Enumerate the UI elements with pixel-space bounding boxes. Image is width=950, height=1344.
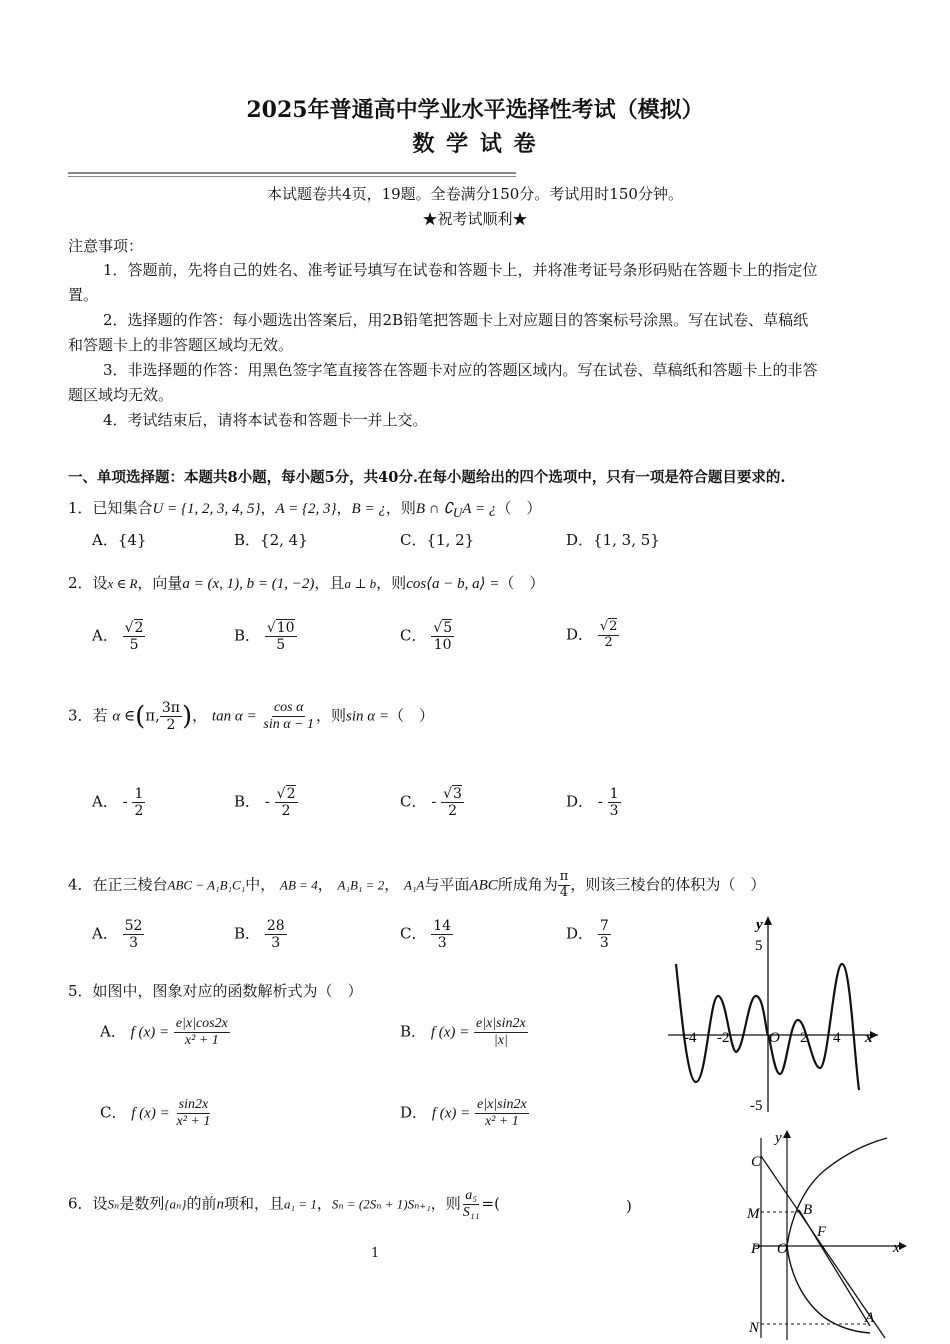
- q4-option-d: [566, 918, 611, 951]
- q4-comma-2: ，: [384, 875, 400, 894]
- fig-label-c: C: [751, 1154, 762, 1170]
- q4-c-label: C．: [400, 924, 427, 943]
- q2-d-num: 2: [609, 619, 618, 634]
- fig-label-n: N: [749, 1320, 760, 1336]
- q1-set-u: U = {1, 2, 3, 4, 5}: [152, 501, 261, 517]
- q2-b-num: 10: [276, 620, 295, 636]
- q6-stem-2: 是数列: [119, 1194, 165, 1213]
- q2-tail: （ ）: [499, 574, 545, 592]
- q4-b-den: 3: [271, 935, 281, 952]
- q3-a-label: A．: [92, 792, 118, 811]
- q5-option-a: [100, 1016, 230, 1049]
- divider-top: [68, 172, 516, 174]
- q5-a-fx: f (x) =: [130, 1024, 170, 1041]
- q6-n: n: [216, 1196, 225, 1213]
- q4-c-den: 3: [437, 935, 447, 952]
- q5-option-b: [400, 1016, 528, 1049]
- q3-c-minus: -: [431, 792, 437, 811]
- q4-comma-1: ，: [317, 875, 333, 894]
- q4-c-num: 14: [433, 918, 452, 934]
- q5-a-den: x² + 1: [184, 1033, 219, 1049]
- q6-an: {aₙ}: [164, 1196, 187, 1212]
- graph-tick-2: 2: [800, 1030, 808, 1046]
- q2-stem-3: ，且: [314, 574, 345, 592]
- fig-label-m: M: [747, 1206, 760, 1222]
- question-3: 3．若 α ∈(π, $\frac{3\pi}{2}$ )， tan α = $\frac{\text{cos α}}{\text{sin α − 1}}$ ，则sin α =（ ）: [68, 700, 435, 734]
- q4-text-4: ，则该三棱台的体积为（ ）: [570, 875, 766, 894]
- q1-tail: （ ）: [496, 499, 542, 517]
- q4-d-num: 7: [599, 918, 609, 934]
- q1-option-d: D．{1, 3, 5}: [566, 531, 660, 549]
- q5-d-den: x² + 1: [484, 1114, 519, 1130]
- fig-label-o: O: [777, 1241, 788, 1257]
- q5-d-num: e|x|sin2x: [475, 1097, 529, 1114]
- q5-b-fx: f (x) =: [430, 1024, 470, 1041]
- q5-d-label: D．: [400, 1103, 428, 1122]
- graph-tick-neg2: -2: [717, 1030, 730, 1046]
- fig-label-y: y: [775, 1130, 782, 1146]
- q3-a-minus: -: [122, 792, 128, 811]
- q1-ask: B ∩ ∁: [415, 501, 453, 517]
- q5-c-fx: f (x) =: [131, 1105, 170, 1122]
- q4-stem-1: 4．在正三棱台: [68, 875, 168, 894]
- q2-c-num: 5: [443, 620, 453, 636]
- q1-set-a: A = {2, 3}: [275, 501, 337, 517]
- q1-comma-1: ，: [260, 499, 276, 517]
- q3-ask: sin α =: [346, 708, 390, 725]
- question-1: [68, 497, 541, 521]
- q6-stem-4: 项和，且: [224, 1194, 285, 1213]
- q6-stem-5: ，则: [430, 1194, 461, 1213]
- q1-comma-2: ，: [336, 499, 352, 517]
- q3-tan: tan α =: [211, 708, 257, 725]
- q4-plane: ABC: [469, 877, 498, 894]
- q4-a-den: 3: [129, 935, 138, 952]
- q2-option-d: D． $\frac{√2}{2}$: [566, 619, 618, 650]
- q5-a-num: e|x|cos2x: [174, 1016, 230, 1033]
- q5-d-fx: f (x) =: [431, 1105, 471, 1122]
- q2-option-a: A． $\frac{√2}{5}$: [92, 620, 144, 654]
- q4-d-label: D．: [566, 924, 594, 943]
- notice-heading: 注意事项：: [68, 237, 144, 255]
- q3-b-label: B．: [234, 792, 261, 811]
- q3-cond: α ∈: [112, 708, 136, 725]
- q3-d-den: 3: [609, 803, 619, 820]
- q3-option-a: [92, 786, 145, 819]
- question-4: [68, 870, 765, 901]
- graph-y-arrow: [764, 916, 772, 925]
- fig-label-x: x: [893, 1240, 900, 1256]
- fig-parabola-upper: [787, 1138, 887, 1246]
- q3-tail: （ ）: [389, 706, 435, 725]
- graph-tick-neg4: -4: [684, 1030, 697, 1046]
- q2-a-num: 2: [134, 620, 144, 636]
- q1-option-a: A．{4}: [92, 531, 147, 549]
- q4-mid: 中，: [245, 875, 276, 894]
- q1-stem: 1．已知集合: [68, 499, 153, 517]
- q6-sn: Sₙ: [107, 1196, 120, 1212]
- q3-option-b: B． - $\frac{√2}{2}$: [234, 786, 296, 820]
- q1-ask2: A = ¿: [462, 501, 497, 517]
- q2-stem-4: ，则: [376, 574, 407, 592]
- q5-b-den: |x|: [493, 1033, 508, 1049]
- function-graph: [668, 912, 883, 1117]
- q3-option-c: C． - $\frac{√3}{2}$: [400, 786, 462, 820]
- q1-option-c: C．{1, 2}: [400, 531, 475, 549]
- q6-stem-1: 6．设: [68, 1194, 108, 1213]
- q4-a1b1: A₁B₁ = 2: [337, 877, 385, 893]
- question-5: 5．如图中，图象对应的函数解析式为（ ）: [68, 982, 363, 1000]
- notice-item-4: 4．考试结束后，请将本试卷和答题卡一并上交。: [103, 411, 428, 429]
- q3-b-den: 2: [281, 803, 291, 820]
- fig-label-a: A: [865, 1310, 875, 1326]
- q1-set-b: B = ¿: [351, 501, 386, 517]
- question-2: [68, 572, 544, 593]
- q4-d-den: 3: [599, 935, 609, 952]
- q6-relation: Sₙ = (2Sₙ + 1)Sₙ₊₁: [331, 1196, 431, 1212]
- q3-a-den: 2: [134, 803, 144, 820]
- q6-a1: a₁ = 1: [284, 1196, 317, 1212]
- q2-c-den: 10: [433, 637, 452, 654]
- notice-item-3: 3．非选择题的作答：用黑色签字笔直接答在答题卡对应的答题区域内。写在试卷、草稿纸和答题卡上的非答: [103, 361, 818, 379]
- q6-s11: S₁₁: [462, 1205, 480, 1221]
- fig-label-p: P: [751, 1241, 761, 1257]
- q3-sin-den: sin α − 1: [263, 717, 315, 733]
- q5-option-c: [100, 1097, 212, 1130]
- q2-a-label: A．: [92, 626, 118, 645]
- notice-item-1: 1．答题前，先将自己的姓名、准考证号填写在试卷和答题卡上，并将准考证号条形码贴在答题卡上的指定位: [103, 261, 818, 279]
- q2-d-label: D．: [566, 625, 594, 644]
- q3-pi: π,: [145, 706, 160, 725]
- q4-solid: ABC − A₁B₁C₁: [167, 877, 246, 893]
- q4-option-c: [400, 918, 453, 951]
- section-heading: 一、单项选择题：本题共8小题，每小题5分，共40分.在每小题给出的四个选项中，只有一项是符合题目要求的.: [68, 469, 786, 486]
- divider-bottom: [68, 176, 516, 177]
- fig-x-arrow: [899, 1242, 907, 1250]
- notice-item-1-cont: 置。: [68, 286, 99, 304]
- q3-den2: 2: [166, 717, 176, 734]
- q4-option-a: [92, 918, 144, 951]
- exam-title: 2025年普通高中学业水平选择性考试（模拟）: [246, 97, 704, 123]
- q2-option-c: C． $\frac{√5}{10}$: [400, 620, 453, 654]
- q5-c-den: x² + 1: [176, 1114, 211, 1130]
- q5-c-num: sin2x: [177, 1097, 211, 1114]
- fig-line-ba: [799, 1210, 870, 1326]
- notice-item-2-cont: 和答题卡上的非答题区域均无效。: [68, 336, 294, 354]
- q2-a-den: 5: [129, 637, 139, 654]
- q2-c-label: C．: [400, 626, 427, 645]
- fig-label-f: F: [817, 1224, 827, 1240]
- q5-c-label: C．: [100, 1103, 127, 1122]
- q2-d-den: 2: [604, 634, 613, 650]
- q5-option-d: [400, 1097, 529, 1130]
- q4-a1a: A₁A: [404, 877, 425, 893]
- q6-comma: ，: [316, 1194, 332, 1213]
- q2-stem-2: ，向量: [137, 574, 183, 592]
- q3-b-minus: -: [264, 792, 270, 811]
- q3-b-num: 2: [286, 786, 296, 802]
- q2-expr: cos⟨a − b, a⟩ =: [406, 576, 500, 592]
- q2-vectors: a = (x, 1), b = (1, −2): [182, 576, 315, 592]
- q4-b-label: B．: [234, 924, 261, 943]
- exam-info: 本试题卷共4页，19题。全卷满分150分。考试用时150分钟。: [267, 185, 683, 203]
- graph-tick-4: 4: [833, 1030, 841, 1046]
- q4-ab: AB = 4: [280, 877, 318, 893]
- q6-close: ): [626, 1197, 632, 1215]
- q3-d-label: D．: [566, 792, 594, 811]
- q5-b-label: B．: [400, 1022, 427, 1041]
- page-number: 1: [371, 1246, 380, 1261]
- q3-comma: ，: [192, 706, 208, 725]
- exam-subtitle: 数 学 试 卷: [412, 131, 538, 157]
- graph-tick-origin: O: [769, 1030, 780, 1046]
- q3-stem-1: 3．若: [68, 706, 108, 725]
- q3-c-den: 2: [448, 803, 457, 820]
- q2-stem-1: 2．设: [68, 574, 108, 592]
- q3-stem-2: ，则: [316, 706, 347, 725]
- q6-eq: =(: [481, 1194, 500, 1213]
- fig-y-arrow: [783, 1130, 791, 1138]
- q4-four: 4: [559, 884, 569, 900]
- q3-c-num: 3: [453, 786, 462, 802]
- graph-y-label: y: [756, 917, 763, 933]
- q2-option-b: B． $\frac{√10}{5}$: [234, 620, 295, 654]
- graph-y-bottom: -5: [750, 1098, 763, 1114]
- q6-a5: a₅: [463, 1188, 479, 1205]
- q1-option-b: B．{2, 4}: [234, 531, 308, 549]
- q3-a-num: 1: [134, 786, 144, 802]
- q1-ask-sub: U: [452, 505, 463, 520]
- q5-a-label: A．: [100, 1022, 126, 1041]
- q4-b-num: 28: [266, 918, 285, 934]
- q4-option-b: [234, 918, 287, 951]
- q4-a-label: A．: [92, 924, 118, 943]
- q2-perp: a ⊥ b: [344, 576, 377, 591]
- q4-pi: π: [559, 869, 569, 884]
- q3-c-label: C．: [400, 792, 427, 811]
- parabola-figure: [745, 1128, 945, 1342]
- q4-text-2: 与平面: [424, 875, 470, 894]
- exam-wish: ★祝考试顺利★: [422, 210, 528, 228]
- q2-b-label: B．: [234, 626, 261, 645]
- q3-d-num: 1: [609, 786, 619, 802]
- graph-y-top: 5: [755, 938, 763, 954]
- q4-a-num: 52: [124, 918, 143, 934]
- fig-label-b: B: [803, 1202, 813, 1218]
- q4-text-3: 所成角为: [497, 875, 558, 894]
- notice-item-3-cont: 题区域均无效。: [68, 386, 174, 404]
- notice-item-2: 2．选择题的作答：每小题选出答案后，用2B铅笔把答题卡上对应题目的答案标号涂黑。写在试卷、草稿纸: [103, 311, 809, 329]
- q3-cos: cos α: [272, 700, 306, 717]
- q1-then: ，则: [385, 499, 416, 517]
- q2-cond: x ∈ R: [107, 576, 138, 591]
- question-6: [68, 1188, 500, 1221]
- q3-option-d: [566, 786, 621, 819]
- q3-d-minus: -: [597, 792, 603, 811]
- q3-3pi: 3π: [161, 700, 180, 716]
- graph-x-label: x: [865, 1030, 873, 1046]
- q2-b-den: 5: [276, 637, 286, 654]
- q6-stem-3: 的前: [186, 1194, 217, 1213]
- q5-b-num: e|x|sin2x: [474, 1016, 528, 1033]
